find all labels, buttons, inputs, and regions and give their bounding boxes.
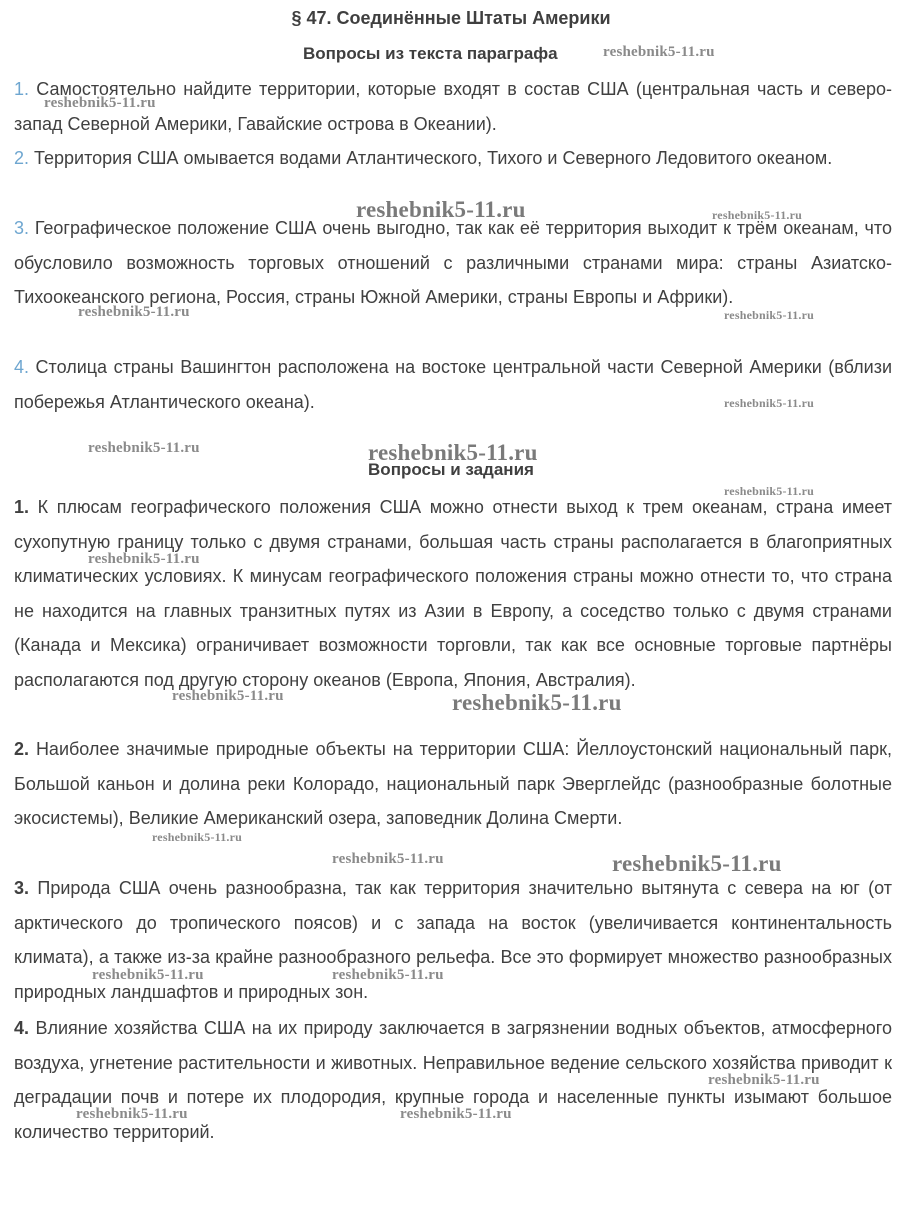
watermark: reshebnik5-11.ru [356,197,526,222]
task-text: Наиболее значимые природные объекты на территории США: Йеллоустонский национальный парк, Большой каньон и долина реки Колорадо, национальный парк Эверглейдс (разнообразные болотные экосистемы), Великие Американский озера, заповедник Долина Смерти. [14,739,892,828]
watermark: reshebnik5-11.ru [44,95,156,111]
watermark: reshebnik5-11.ru [724,396,814,410]
section-heading-tasks: Вопросы и задания [368,460,534,479]
question-number: 3. [14,218,30,238]
task-number: 4. [14,1018,30,1038]
question-number: 2. [14,148,30,168]
watermark: reshebnik5-11.ru [88,551,200,567]
task-number: 1. [14,497,30,517]
question-text: Столица страны Вашингтон расположена на востоке центральной части Северной Америки (вблизи побережья Атлантического океана). [14,357,892,412]
text-question-2 [14,141,892,176]
question-number: 1. [14,79,30,99]
question-text: Территория США омывается водами Атлантического, Тихого и Северного Ледовитого океаном. [34,148,833,168]
question-text: Самостоятельно найдите территории, которые входят в состав США (центральная часть и северо-запад Северной Америки, Гавайские острова в Океании). [14,79,892,134]
task-text: Природа США очень разнообразна, так как территория значительно вытянута с севера на юг (от арктического до тропического поясов) и с запада на восток (увеличивается континентальность климата), а также из-за крайне разнообразного рельефа. Все это формирует множество разнообразных природных ландшафтов и природных зон. [14,878,892,1002]
task-text: К плюсам географического положения США можно отнести выход к трем океанам, страна имеет сухопутную границу только с двумя странами, большая часть страны располагается в благоприятных климатических условиях. К минусам географического положения страны можно отнести то, что страна не находится на главных транзитных путях из Азии в Европу, а соседство только с двумя странами (Канада и Мексика) ограничивает возможности торговли, так как все основные торговые партнёры располагаются под другую сторону океанов (Европа, Япония, Австралия). [14,497,892,690]
watermark: reshebnik5-11.ru [368,440,538,465]
page-title: § 47. Соединённые Штаты Америки [291,8,611,28]
task-number: 3. [14,878,30,898]
watermark: reshebnik5-11.ru [724,308,814,322]
watermark: reshebnik5-11.ru [332,967,444,983]
watermark: reshebnik5-11.ru [708,1072,820,1088]
question-text: Географическое положение США очень выгодно, так как её территория выходит к трём океанам, что обусловило возможность торговых отношений с различными странами мира: страны Азиатско-Тихоокеанского региона, Россия, страны Южной Америки, страны Европы и Африки). [14,218,892,307]
watermark: reshebnik5-11.ru [603,44,715,60]
watermark: reshebnik5-11.ru [612,851,782,876]
watermark: reshebnik5-11.ru [76,1106,188,1122]
task-number: 2. [14,739,30,759]
watermark: reshebnik5-11.ru [452,690,622,715]
watermark: reshebnik5-11.ru [92,967,204,983]
text-question-3 [14,211,892,315]
section-heading-text-questions: Вопросы из текста параграфа [303,44,558,63]
watermark: reshebnik5-11.ru [78,304,190,320]
watermark: reshebnik5-11.ru [724,484,814,498]
watermark: reshebnik5-11.ru [400,1106,512,1122]
watermark: reshebnik5-11.ru [88,440,200,456]
watermark: reshebnik5-11.ru [332,851,444,867]
watermark: reshebnik5-11.ru [712,208,802,222]
question-number: 4. [14,357,30,377]
watermark: reshebnik5-11.ru [152,830,242,844]
watermark: reshebnik5-11.ru [172,688,284,704]
task-1 [14,490,892,697]
task-2 [14,732,892,836]
task-3 [14,871,892,1009]
task-text: Влияние хозяйства США на их природу заключается в загрязнении водных объектов, атмосферного воздуха, угнетение растительности и животных. Неправильное ведение сельского хозяйства приводит к деградации почв и потере их плодородия, крупные города и населенные пункты изымают большое количество территорий. [14,1018,892,1142]
